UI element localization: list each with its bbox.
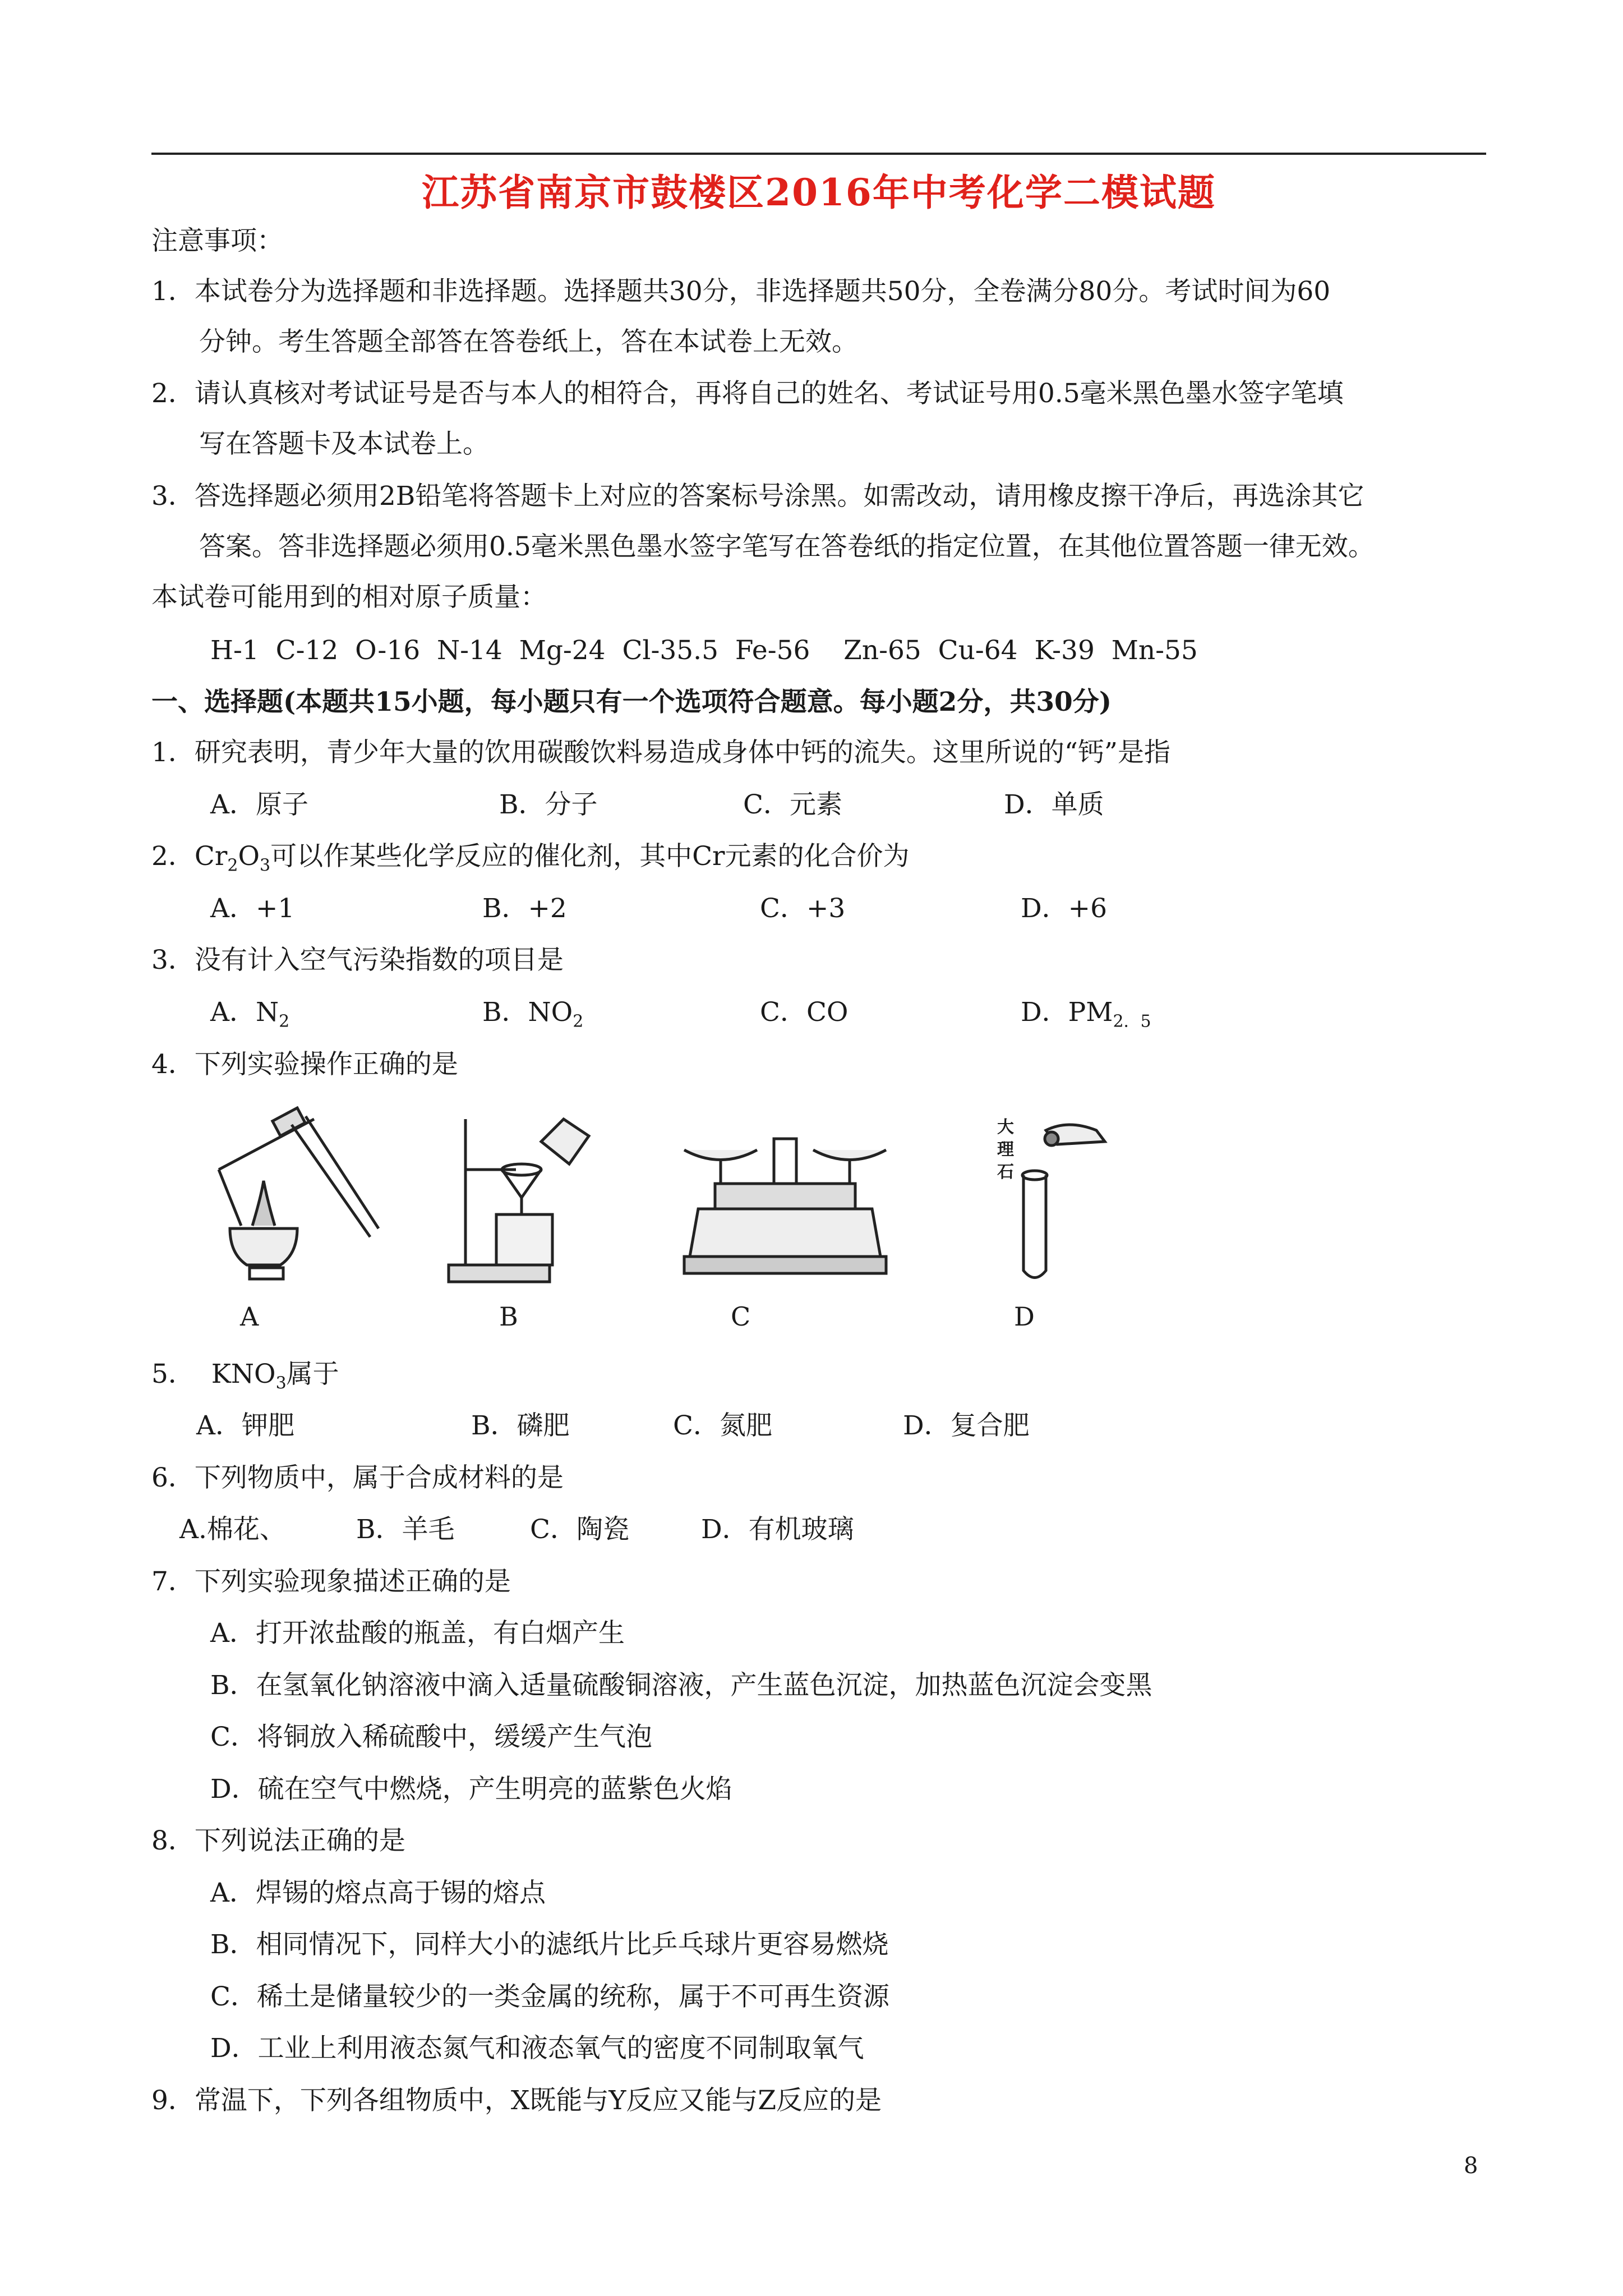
page-title: 江苏省南京市鼓楼区2016年中考化学二模试题: [422, 171, 1216, 214]
option-c: C．元素: [743, 789, 842, 820]
notice-line: 答案。答非选择题必须用0.5毫米黑色墨水签字笔写在答卷纸的指定位置，在其他位置答题一律无效。: [199, 531, 1375, 562]
option-d: D．$PM_{2.5}$: [1021, 997, 1151, 1032]
option-b: B．分子: [499, 789, 598, 820]
top-rule: [151, 153, 1486, 155]
option-b: B．+2: [482, 893, 567, 924]
figure-label-b: B: [499, 1301, 518, 1332]
option-a: A．焊锡的熔点高于锡的熔点: [210, 1878, 546, 1908]
option-c: C．将铜放入稀硫酸中，缓缓产生气泡: [210, 1722, 652, 1752]
option-b: B．磷肥: [471, 1410, 570, 1441]
option-c: C．+3: [760, 893, 846, 924]
option-c: C．稀土是储量较少的一类金属的统称，属于不可再生资源: [210, 1981, 889, 2012]
section-header: 一、选择题(本题共15小题，每小题只有一个选项符合题意。每小题2分，共30分): [151, 687, 1112, 717]
question-stem: 9．常温下，下列各组物质中，X既能与Y反应又能与Z反应的是: [151, 2085, 882, 2116]
option-d: D．+6: [1021, 893, 1107, 924]
notice-line: 写在答题卡及本试卷上。: [199, 429, 489, 459]
option-a: A．打开浓盐酸的瓶盖，有白烟产生: [210, 1618, 625, 1649]
figure-label-c: C: [731, 1301, 751, 1332]
notice-line: 3．答选择题必须用2B铅笔将答题卡上对应的答案标号涂黑。如需改动，请用橡皮擦干净后，再选涂其它: [151, 481, 1364, 512]
option-a: A．$N_2$: [210, 997, 290, 1032]
question-stem: 4．下列实验操作正确的是: [151, 1049, 458, 1080]
option-c: C．氮肥: [673, 1410, 772, 1441]
alcohol-lamp: [230, 1228, 297, 1265]
figure-label-a: A: [240, 1301, 259, 1332]
notice-line: 2．请认真核对考试证号是否与本人的相符合，再将自己的姓名、考试证号用0.5毫米黑色墨水签字笔填: [151, 378, 1344, 409]
question-stem: 3．没有计入空气污染指数的项目是: [151, 945, 564, 976]
option-a: A．+1: [210, 893, 295, 924]
marble-label: 大理石: [997, 1117, 1014, 1182]
notice-line: 1．本试卷分为选择题和非选择题。选择题共30分，非选择题共50分，全卷满分80分。考试时间为60: [151, 276, 1331, 307]
atomic-mass-list: H-1 C-12 O-16 N-14 Mg-24 Cl-35.5 Fe-56 Zn-65 Cu-64 K-39 Mn-55: [210, 635, 1198, 666]
option-d: D．工业上利用液态氮气和液态氧气的密度不同制取氧气: [210, 2033, 864, 2064]
figure-c-balance: [681, 1128, 889, 1285]
option-a: A．原子: [210, 789, 308, 820]
atomic-mass-header: 本试卷可能用到的相对原子质量：: [151, 582, 547, 613]
figure-a-heating-test-tube: [208, 1108, 381, 1287]
notice-header: 注意事项：: [151, 226, 283, 256]
option-d: D．复合肥: [903, 1410, 1030, 1441]
figure-label-d: D: [1014, 1301, 1035, 1332]
option-c: C．陶瓷: [530, 1514, 629, 1545]
question-stem: 7．下列实验现象描述正确的是: [151, 1566, 511, 1597]
option-a: A.棉花、: [179, 1514, 286, 1545]
question-stem: 2．$Cr_2O_3$可以作某些化学反应的催化剂，其中Cr元素的化合价为: [151, 841, 910, 876]
notice-line: 分钟。考生答题全部答在答卷纸上，答在本试卷上无效。: [199, 326, 858, 357]
question-stem: 8．下列说法正确的是: [151, 1825, 405, 1856]
option-d: D．硫在空气中燃烧，产生明亮的蓝紫色火焰: [210, 1774, 732, 1805]
option-b: B．在氢氧化钠溶液中滴入适量硫酸铜溶液，产生蓝色沉淀，加热蓝色沉淀会变黑: [210, 1670, 1152, 1701]
option-b: B．羊毛: [356, 1514, 455, 1545]
option-b: B．$NO_2$: [482, 997, 584, 1032]
figure-b-filtration: [443, 1108, 594, 1287]
marble-icon: [1045, 1132, 1058, 1145]
option-d: D．有机玻璃: [701, 1514, 854, 1545]
page-number: 8: [1464, 2153, 1478, 2179]
question-stem: 6．下列物质中，属于合成材料的是: [151, 1462, 564, 1493]
option-b: B．相同情况下，同样大小的滤纸片比乒乓球片更容易燃烧: [210, 1929, 889, 1960]
option-d: D．单质: [1004, 789, 1104, 820]
question-stem: 5． $KNO_3$属于: [151, 1359, 339, 1393]
option-a: A．钾肥: [196, 1410, 294, 1441]
option-c: C．CO: [760, 997, 849, 1028]
question-stem: 1．研究表明，青少年大量的饮用碳酸饮料易造成身体中钙的流失。这里所说的“钙”是指: [151, 737, 1170, 768]
